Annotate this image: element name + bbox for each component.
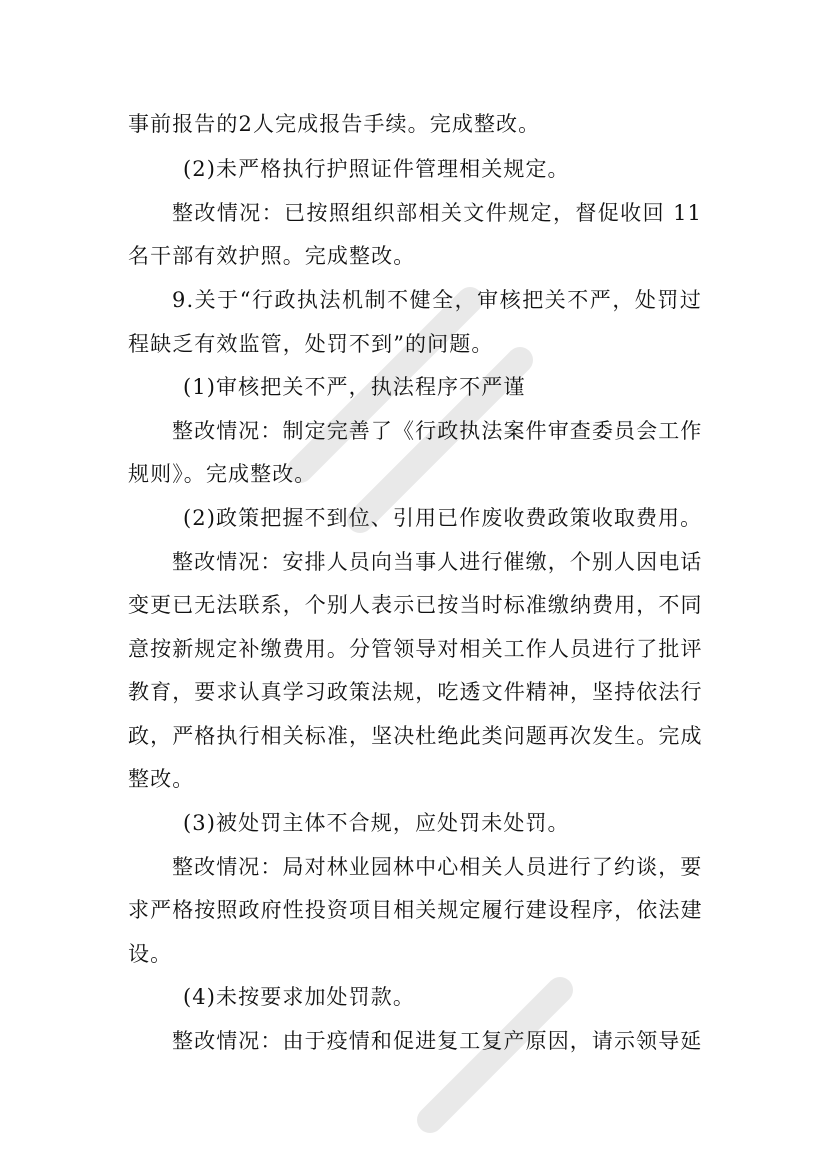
text-line: (2)未严格执行护照证件管理相关规定。 [183, 157, 570, 181]
text-line: 整改。 [128, 767, 195, 791]
text-line: 政，严格执行相关标准，坚决杜绝此类问题再次发生。完成 [128, 724, 703, 748]
text-line: 设。 [128, 942, 173, 966]
text-line: 教育，要求认真学习政策法规，吃透文件精神，坚持依法行 [128, 680, 703, 704]
text-line: 9.关于“行政执法机制不健全，审核把关不严，处罚过 [172, 288, 702, 312]
text-line: (1)审核把关不严，执法程序不严谨 [183, 375, 526, 399]
text-line: 程缺乏有效监管，处罚不到”的问题。 [128, 332, 494, 356]
text-line: 变更已无法联系，个别人表示已按当时标准缴纳费用，不同 [128, 593, 703, 617]
text-line: 名干部有效护照。完成整改。 [128, 244, 416, 268]
text-line: 整改情况：安排人员向当事人进行催缴，个别人因电话 [172, 550, 703, 574]
text-line: 意按新规定补缴费用。分管领导对相关工作人员进行了批评 [128, 637, 703, 661]
text-line: 整改情况：局对林业园林中心相关人员进行了约谈，要 [172, 855, 703, 879]
text-line: 整改情况：由于疫情和促进复工复产原因，请示领导延 [172, 1029, 703, 1053]
text-line: (2)政策把握不到位、引用已作废收费政策收取费用。 [183, 506, 703, 530]
text-line: (4)未按要求加处罚款。 [183, 985, 415, 1009]
text-line: 整改情况：已按照组织部相关文件规定，督促收回 11 [172, 201, 702, 225]
text-line: 求严格按照政府性投资项目相关规定履行建设程序，依法建 [128, 898, 703, 922]
text-line: 规则》。完成整改。 [128, 462, 317, 486]
text-line: 事前报告的2人完成报告手续。完成整改。 [128, 112, 541, 136]
text-line: 整改情况：制定完善了《行政执法案件审查委员会工作 [172, 419, 703, 443]
text-line: (3)被处罚主体不合规，应处罚未处罚。 [183, 811, 570, 835]
